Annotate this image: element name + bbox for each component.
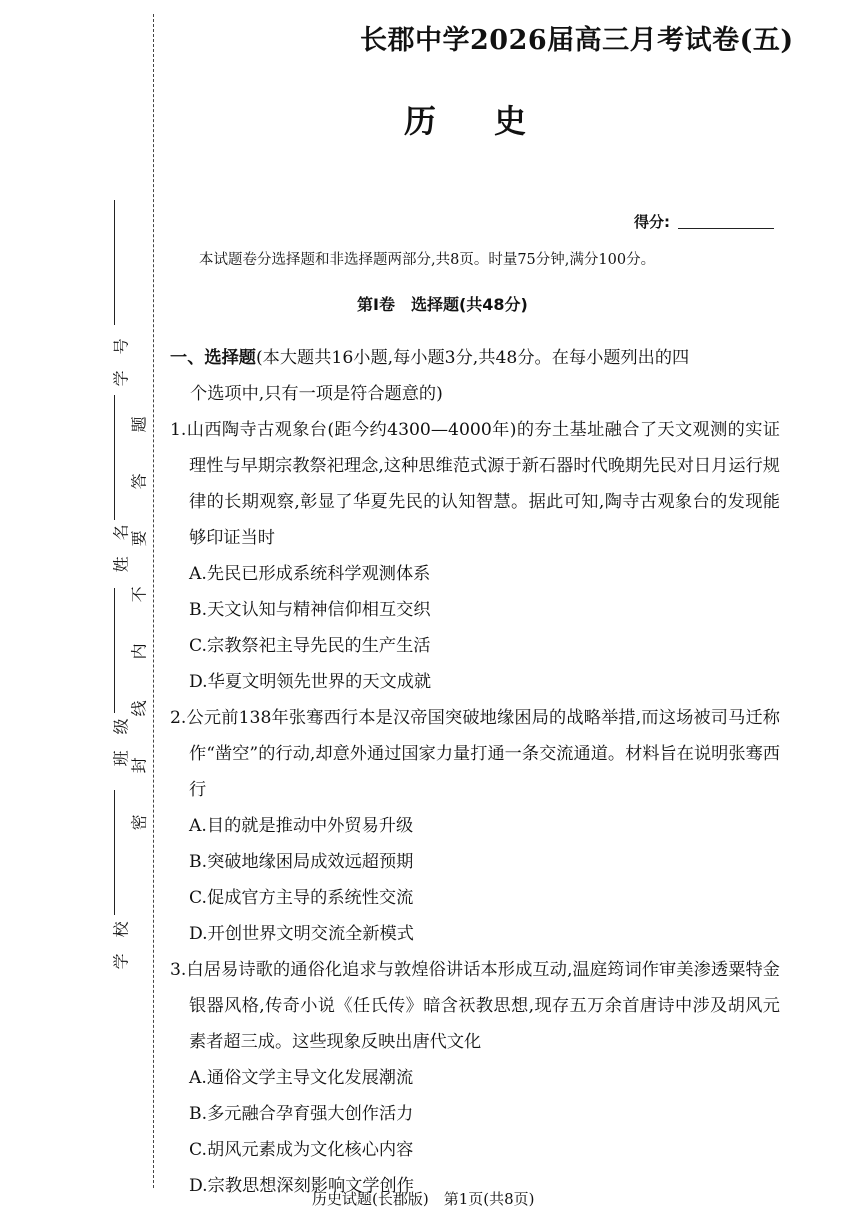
notice-char: 不 (129, 586, 149, 603)
option-b: B.突破地缘困局成效远超预期 (189, 852, 414, 872)
option-d: D.宗教思想深刻影响文学创作 (189, 1176, 414, 1196)
page-footer: 历史试题(长郡版) 第1页(共8页) (312, 1190, 535, 1208)
score-blank (678, 228, 774, 229)
school-blank (114, 790, 115, 915)
question-stem: 2.公元前138年张骞西行本是汉帝国突破地缘困局的战略举措,而这场被司马迁称作“凿空”的行动,却意外通过国家力量打通一条交流通道。材料旨在说明张骞西行 (170, 708, 780, 800)
notice-char: 密 (129, 813, 149, 830)
question-stem: 3.白居易诗歌的通俗化追求与敦煌俗讲话本形成互动,温庭筠词作审美渗透粟特金银器风格,传奇小说《任氏传》暗含祆教思想,现存五万余首唐诗中涉及胡风元素者超三成。这些现象反映出唐代文化 (170, 960, 780, 1052)
section-desc-cont: 个选项中,只有一项是符合题意的) (190, 384, 443, 404)
option-d: D.开创世界文明交流全新模式 (189, 924, 414, 944)
option-b: B.多元融合孕育强大创作活力 (189, 1104, 414, 1124)
exam-intro: 本试题卷分选择题和非选择题两部分,共8页。时量75分钟,满分100分。 (199, 252, 656, 268)
notice-char: 要 (129, 529, 149, 546)
notice-char: 封 (129, 757, 149, 774)
notice-char: 答 (129, 473, 149, 490)
question-area (170, 340, 780, 1204)
option-a: A.通俗文学主导文化发展潮流 (189, 1068, 414, 1088)
notice-char: 题 (129, 416, 149, 433)
option-c: C.促成官方主导的系统性交流 (189, 888, 414, 908)
option-a: A.目的就是推动中外贸易升级 (189, 816, 414, 836)
option-d: D.华夏文明领先世界的天文成就 (189, 672, 432, 692)
name-blank (114, 395, 115, 520)
student-id-label: 学 号 (111, 338, 131, 387)
subject-title: 历史 (404, 102, 585, 140)
student-id-blank (114, 200, 115, 325)
school-label: 学 校 (111, 921, 131, 970)
exam-title: 长郡中学2026届高三月考试卷(五) (360, 25, 794, 56)
notice-char: 内 (129, 643, 149, 660)
option-b: B.天文认知与精神信仰相互交织 (189, 600, 431, 620)
binding-dashed-line (153, 14, 154, 1188)
option-c: C.宗教祭祀主导先民的生产生活 (189, 636, 431, 656)
notice-char: 线 (129, 700, 149, 717)
question-stem: 1.山西陶寺古观象台(距今约4300—4000年)的夯土基址融合了天文观测的实证理性与早期宗教祭祀理念,这种思维范式源于新石器时代晚期先民对日月运行规律的长期观察,彰显了华夏先民的认知智慧。据此可知,陶寺古观象台的发现能够印证当时 (170, 420, 780, 548)
name-label: 姓 名 (111, 524, 131, 573)
option-a: A.先民已形成系统科学观测体系 (189, 564, 431, 584)
option-c: C.胡风元素成为文化核心内容 (189, 1140, 414, 1160)
part-title: 第Ⅰ卷 选择题(共48分) (357, 295, 528, 314)
score-label: 得分: (634, 213, 670, 231)
seal-line-notice (129, 396, 149, 850)
class-label: 班 级 (111, 718, 131, 767)
section-heading (170, 340, 780, 376)
section-head-label: 一、选择题 (170, 348, 256, 368)
class-blank (114, 588, 115, 713)
section-desc: (本大题共16小题,每小题3分,共48分。在每小题列出的四 (255, 348, 690, 368)
